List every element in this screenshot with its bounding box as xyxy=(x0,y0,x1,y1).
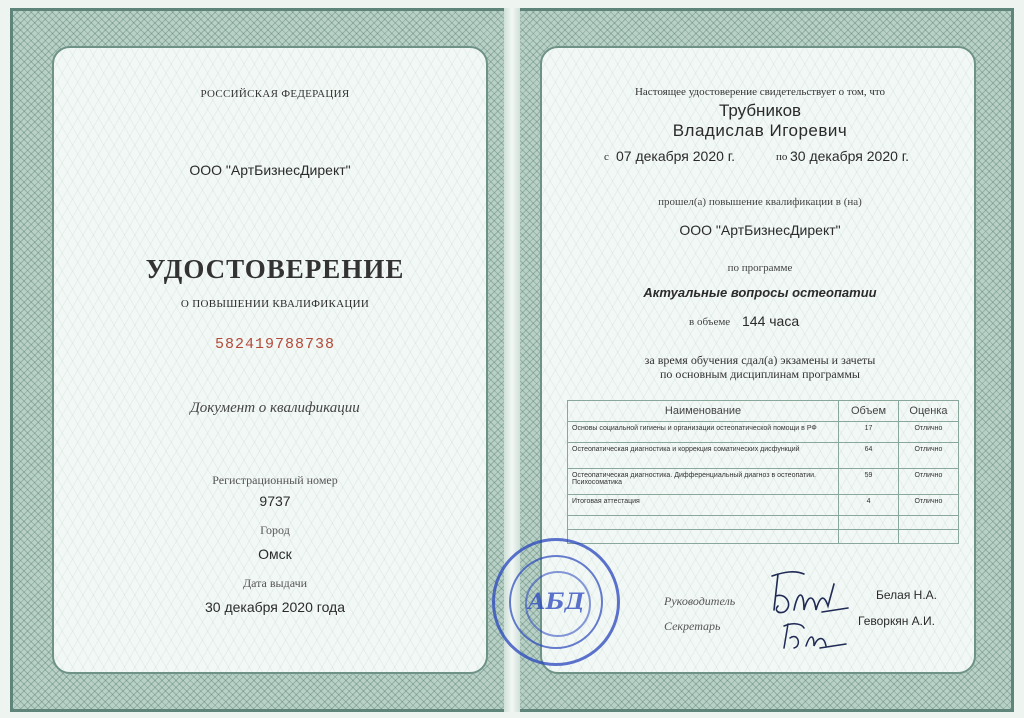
exam-text-line2: по основным дисциплинам программы xyxy=(659,367,860,381)
certificate-number: 582419788738 xyxy=(214,336,336,353)
secretary-name: Геворкян А.И. xyxy=(858,614,935,628)
holder-name: Владислав Игоревич xyxy=(672,121,848,140)
volume-value: 144 часа xyxy=(742,313,800,329)
head-label: Руководитель xyxy=(664,594,736,608)
table-row-empty xyxy=(568,530,959,544)
city-label: Город xyxy=(260,523,290,537)
subject-name: Остеопатическая диагностика и коррекция соматических дисфункций xyxy=(568,443,839,469)
holder-surname: Трубников xyxy=(718,101,802,120)
table-header-row xyxy=(568,401,959,422)
subject-volume: 59 xyxy=(839,469,899,495)
city-value: Омск xyxy=(258,546,292,562)
table-row xyxy=(568,495,959,516)
subject-grade: Отлично xyxy=(898,495,958,516)
program-label: по программе xyxy=(727,262,793,274)
volume-label: в объеме xyxy=(689,316,731,328)
subject-grade: Отлично xyxy=(898,422,958,443)
subject-name: Итоговая аттестация xyxy=(568,495,839,516)
secretary-signature xyxy=(780,618,852,654)
intro-text: Настоящее удостоверение свидетельствует о том, что xyxy=(634,86,886,98)
header-volume: Объем xyxy=(839,401,899,422)
document-title: УДОСТОВЕРЕНИЕ xyxy=(145,254,405,284)
table-row xyxy=(568,469,959,495)
subject-volume: 4 xyxy=(839,495,899,516)
issue-date-label: Дата выдачи xyxy=(242,576,308,590)
document-type: Документ о квалификации xyxy=(190,400,360,416)
reg-number-value: 9737 xyxy=(259,493,291,509)
subject-grade: Отлично xyxy=(898,443,958,469)
issue-date-value: 30 декабря 2020 года xyxy=(204,599,346,615)
subject-grade: Отлично xyxy=(898,469,958,495)
subject-name: Остеопатическая диагностика. Дифференциальный диагноз в остеопатии. Психосоматика xyxy=(568,469,839,495)
head-name: Белая Н.А. xyxy=(876,588,937,602)
issuer-organization: ООО "АртБизнесДирект" xyxy=(189,162,351,178)
subject-volume: 17 xyxy=(839,422,899,443)
table-row-empty xyxy=(568,516,959,530)
training-organization: ООО "АртБизнесДирект" xyxy=(679,222,841,238)
stamp-monogram: АБД xyxy=(527,589,585,615)
subjects-table xyxy=(567,400,959,544)
table-row xyxy=(568,422,959,443)
header-name: Наименование xyxy=(568,401,839,422)
table-row xyxy=(568,443,959,469)
program-name: Актуальные вопросы остеопатии xyxy=(643,285,877,300)
period-to-date: 30 декабря 2020 г. xyxy=(790,148,910,164)
document-subtitle: О ПОВЫШЕНИИ КВАЛИФИКАЦИИ xyxy=(180,298,370,310)
country-label: РОССИЙСКАЯ ФЕДЕРАЦИЯ xyxy=(200,88,350,100)
head-signature xyxy=(764,566,854,622)
from-prefix: с xyxy=(604,151,609,163)
passed-label: прошел(а) повышение квалификации в (на) xyxy=(658,196,862,208)
exam-text-line1: за время обучения сдал(а) экзамены и зачеты xyxy=(644,353,876,367)
period-from-date: 07 декабря 2020 г. xyxy=(616,148,736,164)
reg-number-label: Регистрационный номер xyxy=(212,473,338,487)
to-prefix: по xyxy=(776,151,788,163)
header-grade: Оценка xyxy=(898,401,958,422)
secretary-label: Секретарь xyxy=(664,619,721,633)
subject-volume: 64 xyxy=(839,443,899,469)
official-stamp xyxy=(492,538,620,666)
subject-name: Основы социальной гигиены и организации остеопатической помощи в РФ xyxy=(568,422,839,443)
